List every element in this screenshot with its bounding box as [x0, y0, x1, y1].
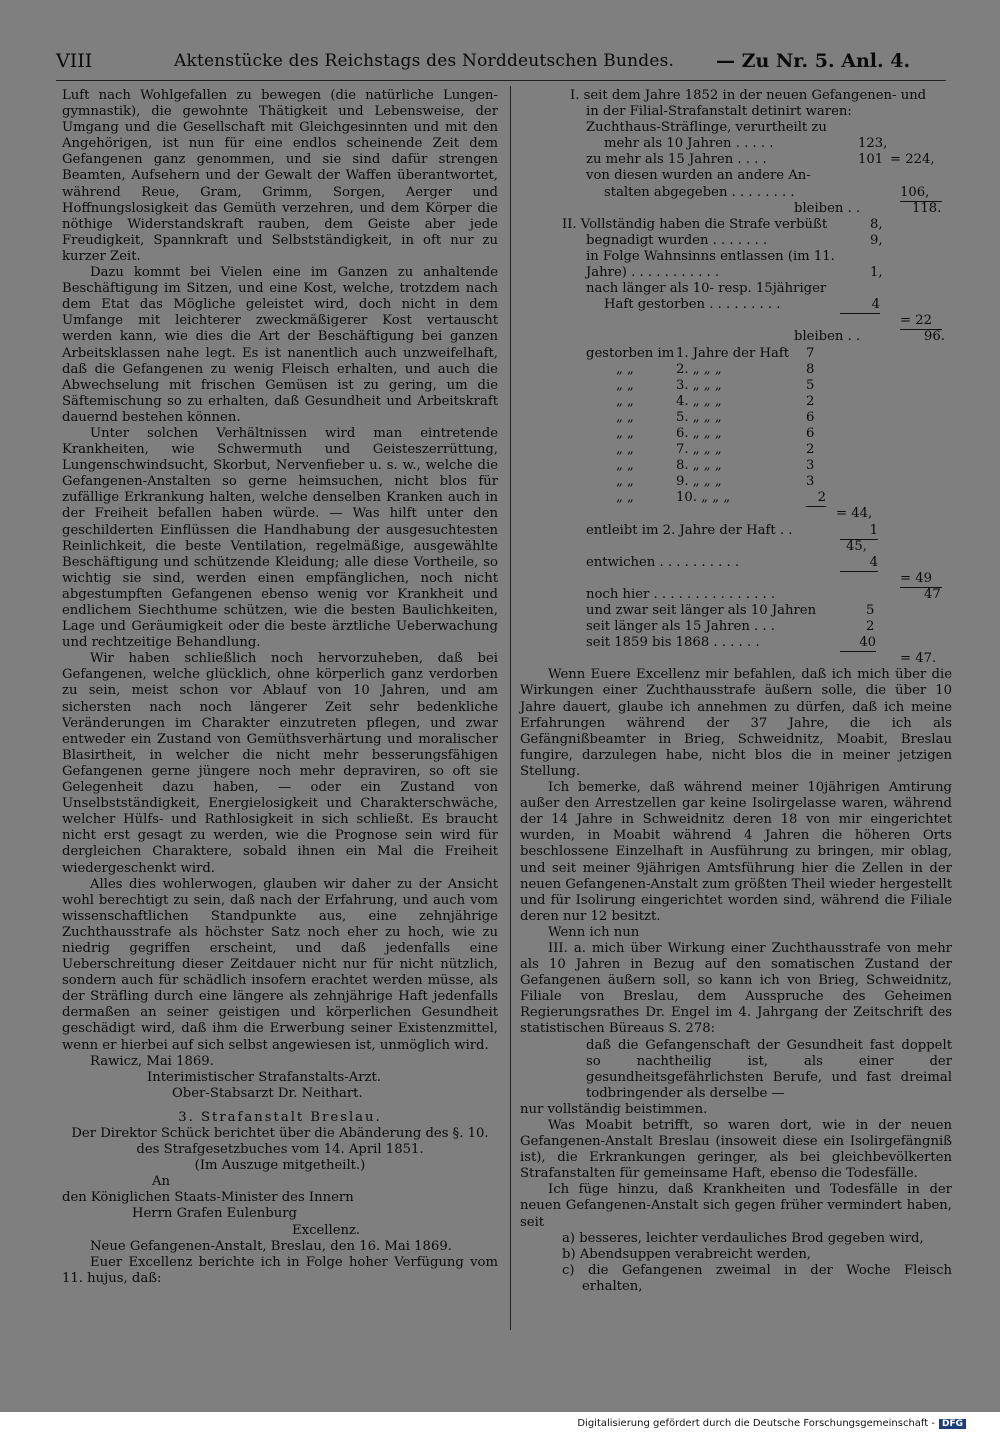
paragraph: Dazu kommt bei Vielen eine im Ganzen zu anhaltende Beschäftigung im Sitzen, und eine Kost, welche, trotzdem nach dem Etat das Mögliche geleistet wird, doch nicht in dem Umfange mit leichterer zweckmäßigerer Kost vertauscht werden kann, wie dies die Art der Beschäftigung bei ganzen Arbeitsklassen nahe legt. Es ist nanentlich auch unzweifelhaft, daß die Gefangenen zu wenig Fleisch erhalten, und auch die Abwechselung mit frischen Gemüsen ist zu gering, um die Säftemischung so zu erhalten, daß Gesundheit und Arbeitskraft dauernd bestehen können. [62, 265, 498, 425]
table-text: „ „ [616, 425, 634, 441]
table-row [520, 635, 952, 651]
list-item: a) besseres, leichter verdauliches Brod gegeben wird, [562, 1230, 924, 1246]
table-text: mehr als 10 Jahren . . . . . [604, 136, 774, 152]
died-table [520, 346, 952, 507]
table-text: gestorben im [586, 345, 675, 361]
table-text: stalten abgegeben . . . . . . . . [604, 184, 795, 200]
table-text: 6. „ „ „ [676, 425, 722, 441]
table-text: bleiben . . [794, 200, 861, 216]
quotation: daß die Gefangenschaft der Gesundheit fast doppelt so nachtheilig ist, als einer der gesundheitsgefährlichsten Berufe, und fast dreimal todbringender als derselbe — [586, 1037, 952, 1101]
table-text: „ „ [616, 361, 634, 377]
paragraph: Wenn ich nun [548, 924, 640, 940]
table-row [520, 346, 952, 362]
table-row [520, 571, 952, 587]
running-title: Aktenstücke des Reichstags des Norddeutschen Bundes. [174, 51, 675, 71]
place-date: Rawicz, Mai 1869. [90, 1053, 214, 1069]
table-text: 1. Jahre der Haft [676, 345, 790, 361]
table-row [520, 442, 952, 458]
table-value: 2 [866, 619, 875, 635]
dfg-logo: DFG [939, 1419, 966, 1429]
table-row [520, 394, 952, 410]
table-text: seit 1859 bis 1868 . . . . . . [586, 635, 760, 651]
table-value: 2 [806, 442, 815, 458]
paragraph: Wenn Euere Excellenz mir befahlen, daß ich mich über die Wirkungen einer Zuchthausstrafe äußern solle, die über 10 Jahre dauert, glaube ich annehmen zu dürfen, daß ich meine Erfahrungen während der 37 Jahre, die ich als Gefängnißbeamter in Brieg, Schweidnitz, Moabit, Breslau fungire, darzulegen habe, nicht blos die in meiner jetzigen Stellung. [520, 667, 952, 779]
table-row [520, 201, 952, 217]
table-row [520, 120, 952, 136]
table-value: 123, [858, 136, 888, 152]
address-line: den Königlichen Staats-Minister des Innern [62, 1190, 354, 1206]
table-text: noch hier . . . . . . . . . . . . . . . [586, 586, 776, 602]
table-row [520, 603, 952, 619]
table-row [520, 523, 952, 539]
table-value: 3 [806, 474, 815, 490]
table-text: 3. „ „ „ [676, 377, 722, 393]
table-text: „ „ [616, 490, 634, 506]
table-text: von diesen wurden an andere An- [586, 168, 811, 184]
table-text: entwichen . . . . . . . . . . [586, 554, 740, 570]
table-text: „ „ [616, 474, 634, 490]
table-text: 9. „ „ „ [676, 474, 722, 490]
right-column [520, 88, 952, 1295]
table-value: 47 [924, 586, 941, 602]
table-value: 6 [806, 425, 815, 441]
page-number: VIII [56, 50, 93, 72]
table-value: 8, [870, 216, 883, 232]
table-row [520, 619, 952, 635]
digitization-credit [577, 1418, 966, 1429]
table-text: „ „ [616, 442, 634, 458]
table-text: 4. „ „ „ [676, 393, 722, 409]
table-value: 1, [870, 265, 883, 281]
table-row [520, 506, 952, 522]
table-text: in Folge Wahnsinns entlassen (im 11. [586, 248, 835, 264]
paragraph: Ich füge hinzu, daß Krankheiten und Todesfälle in der neuen Gefangenen-Anstalt sich gegen früher vermindert haben, seit [520, 1182, 952, 1230]
section-summary: Der Direktor Schück berichtet über die Abänderung des §. 10. [71, 1126, 489, 1141]
paragraph: Alles dies wohlerwogen, glauben wir daher zu der Ansicht wohl berechtigt zu sein, daß nach der Erfahrung, und auch vom wissenschaftlichen Standpunkte aus, eine zehnjährige Zuchthausstrafe als höchster Satz noch eher zu hoch, wie zu niedrig gegriffen erscheint, und daß jedenfalls eine Ueberschreitung dieser Zeitdauer nicht nur für nicht nützlich, sondern auch für schädlich insofern erachtet werden müsse, als der Sträfling durch eine längere als zehnjährige Haft jedenfalls dermaßen an seiner geistigen und körperlichen Gesundheit geschädigt wird, daß ihm die Erwerbung seiner Existenzmittel, wenn er hierbei auf sich selbst angewiesen ist, unmöglich wird. [62, 876, 498, 1053]
table-value: 2 [806, 490, 826, 507]
signature-title: Interimistischer Strafanstalts-Arzt. [147, 1069, 381, 1085]
table-row [520, 458, 952, 474]
table-row [520, 168, 952, 184]
table-value: 5 [866, 603, 875, 618]
table-row [520, 249, 952, 265]
table-text: „ „ [616, 377, 634, 393]
table-text: „ „ [616, 393, 634, 409]
table-row [520, 88, 952, 104]
table-row [520, 297, 952, 313]
table-text: Jahre) . . . . . . . . . . . [586, 265, 720, 281]
table-text: begnadigt wurden . . . . . . . [586, 232, 768, 248]
table-value: 5 [806, 377, 815, 393]
table-row [520, 474, 952, 490]
table-row [520, 185, 952, 201]
table-value: 101 [858, 152, 884, 168]
table-row [520, 281, 952, 297]
table-value: 2 [806, 393, 815, 409]
table-text: 10. „ „ „ [676, 490, 731, 506]
table-row [520, 555, 952, 571]
left-column [62, 88, 498, 1287]
paragraph: Ich bemerke, daß während meiner 10jährigen Amtirung außer den Arrestzellen gar keine Isolirgelasse waren, während der 14 Jahre in Schweidnitz deren 18 von mir eingerichtet wurden, in Moabit während 4 Jahren die höheren Orts beschlossene Einzelhaft in Ausführung zu bringen, mir oblag, und seit meiner 9jährigen Amtsführung hier die Zellen in der neuen Gefangenen-Anstalt zum größten Theil wieder hergestellt und für Isolirung eingerichtet worden sind, während die Filiale deren nur 12 besitzt. [520, 780, 952, 924]
table-value: 40 [840, 635, 876, 652]
table-text: seit länger als 15 Jahren . . . [586, 619, 776, 635]
page-header [56, 46, 946, 76]
paragraph: nur vollständig beistimmen. [520, 1101, 708, 1117]
paragraph: III. a. mich über Wirkung einer Zuchthausstrafe von mehr als 10 Jahren in Bezug auf den somatischen Zustand der Gefangenen äußern soll, so kann ich von Brieg, Schweidnitz, Filiale von Breslau, dem Ausspruche des Geheimen Regierungsrathes Dr. Engel im 4. Jahrgang der Zeitschrift des statistischen Büreaus S. 278: [520, 940, 952, 1037]
table-value: 7 [806, 345, 815, 361]
credit-text: Digitalisierung gefördert durch die Deutsche Forschungsgemeinschaft - [577, 1418, 935, 1429]
letter-opening: Euer Excellenz berichte ich in Folge hoher Verfügung vom 11. hujus, daß: [62, 1254, 498, 1286]
address-line: An [152, 1174, 171, 1190]
table-row [520, 651, 952, 667]
list-item: c) die Gefangenen zweimal in der Woche Fleisch erhalten, [562, 1262, 952, 1294]
table-text: in der Filial-Strafanstalt detinirt waren: [586, 104, 852, 120]
header-rule [56, 80, 946, 81]
table-text: I. seit dem Jahre 1852 in der neuen Gefangenen- und [570, 88, 927, 103]
table-text: bleiben . . [794, 329, 861, 345]
table-total: = 22 [900, 313, 942, 330]
table-row [520, 329, 952, 345]
table-value: 4 [840, 555, 878, 572]
table-value: 8 [806, 361, 815, 377]
table-value: 118. [912, 200, 942, 216]
letter-place: Neue Gefangenen-Anstalt, Breslau, den 16. Mai 1869. [90, 1238, 452, 1254]
table-text: „ „ [616, 409, 634, 425]
table-row [520, 362, 952, 378]
table-value: 1 [840, 523, 878, 540]
document-reference: — Zu Nr. 5. Anl. 4. [716, 50, 911, 72]
table-row [520, 378, 952, 394]
signature-name: Ober-Stabsarzt Dr. Neithart. [172, 1085, 363, 1101]
address-line: Excellenz. [292, 1222, 361, 1238]
section-title: 3. Strafanstalt Breslau. [178, 1109, 382, 1125]
table-row [520, 152, 952, 168]
table-row [520, 104, 952, 120]
table-row [520, 313, 952, 329]
table-text: zu mehr als 15 Jahren . . . . [586, 152, 767, 168]
table-text: entleibt im 2. Jahre der Haft . . [586, 522, 793, 538]
table-value: 96. [924, 329, 945, 345]
table-value: 6 [806, 409, 815, 425]
table-row [520, 410, 952, 426]
table-total: = 224, [890, 152, 935, 168]
list-item: b) Abendsuppen verabreicht werden, [562, 1246, 812, 1262]
table-row [520, 265, 952, 281]
table-total: = 49 [900, 571, 942, 588]
table-value: 3 [806, 458, 815, 474]
table-value: 4 [840, 297, 880, 314]
table-total: = 47. [900, 651, 937, 667]
table-text: „ „ [616, 458, 634, 474]
table-row [520, 136, 952, 152]
table-row [520, 426, 952, 442]
table-row [520, 490, 952, 506]
table-text: Zuchthaus-Sträflinge, verurtheilt zu [586, 120, 827, 136]
table-value: 106, [900, 185, 942, 202]
table-text: II. Vollständig haben die Strafe verbüßt [562, 216, 828, 232]
table-row [520, 539, 952, 555]
table-text: 8. „ „ „ [676, 458, 722, 474]
table-total: = 44, [836, 506, 873, 522]
table-value: 9, [870, 232, 883, 248]
table-text: 7. „ „ „ [676, 442, 722, 458]
table-text: Haft gestorben . . . . . . . . . [604, 297, 781, 313]
paragraph: Wir haben schließlich noch hervorzuheben, daß bei Gefangenen, welche glücklich, ohne körperlich ganz verdorben zu sein, meist schon vor Ablauf von 10 Jahren, und am sichersten nach noch längerer Zeit sehr bedenkliche Veränderungen im Charakter einzutreten pflegen, und zwar entweder ein Zustand von Gemüthsverhärtung und moralischer Blasirtheit, in welcher die nicht mehr besserungsfähigen Gefangenen gerne jüngere noch mehr depraviren, so oft sie Gelegenheit dazu haben, — oder ein Zustand von Unselbstständigkeit, Energielosigkeit und Charakterschwäche, welcher Hülfs- und Rathlosigkeit in sich schließt. Es braucht nicht erst gesagt zu werden, wie die Prognose sein wird für dergleichen Charaktere, sobald ihnen ein Mal die Freiheit wiedergeschenkt wird. [62, 651, 498, 876]
table-row [520, 233, 952, 249]
table-total: 45, [846, 538, 867, 554]
table-text: und zwar seit länger als 10 Jahren [586, 603, 817, 618]
column-divider [510, 86, 511, 1330]
table-text: 5. „ „ „ [676, 409, 722, 425]
table-row [520, 587, 952, 603]
paragraph: Was Moabit betrifft, so waren dort, wie in der neuen Gefangenen-Anstalt Breslau (insoweit diese ein Isolirgefängniß ist), die Erkrankungen geringer, als bei gleichbevölkerten Strafanstalten für gemeinsame Haft, ebenso die Todesfälle. [520, 1118, 952, 1182]
address-line: Herrn Grafen Eulenburg [132, 1206, 297, 1222]
table-row [520, 217, 952, 233]
paragraph: Luft nach Wohlgefallen zu bewegen (die natürliche Lungen-gymnastik), die gewohnte Thätigkeit und Lebensweise, der Umgang und die Gesellschaft mit Gleichgesinnten und mit den Angehörigen, ist nun für eine endlos scheinende Zeit dem Gefangenen ganz genommen, und sie sind dafür strengen Beamten, Aufsehern und der Gewalt der Waffen überantwortet, während Reue, Gram, Grimm, Sorgen, Aerger und Hoffnungslosigkeit das Gemüth verzehren, und dem Körper die nöthige Widerstandskraft rauben, dem Geiste aber jede Freudigkeit, Spannkraft und Selbstständigkeit, in oft nur zu kurzer Zeit. [62, 88, 498, 264]
paragraph: Unter solchen Verhältnissen wird man eintretende Krankheiten, wie Schwermuth und Geisteszerrüttung, Lungenschwindsucht, Skorbut, Nervenfieber u. s. w., welche die Gefangenen-Anstalten so gerne heimsuchen, nicht blos für zufällige Erkrankung halten, welche denselben Kranken auch in der Freiheit befallen haben würde. — Was hilft unter den geschilderten Einflüssen die Handhabung der ausgesuchtesten Reinlichkeit, die beste Ventilation, regelmäßige, ausgewählte Beschäftigung und schützende Kleidung; alle diese Vortheile, so wichtig sie sind, werden einen empfänglichen, noch nicht abgestumpften Gefangenen ebenso wenig vor Krankheit und endlichem Siechthume schützen, wie die besten Baulichkeiten, Lage und Geräumigkeit oder die beste ärztliche Ueberwachung und rechtzeitige Behandlung. [62, 425, 498, 651]
section-summary: des Strafgesetzbuches vom 14. April 1851. [136, 1142, 424, 1158]
table-text: 2. „ „ „ [676, 361, 722, 377]
table-text: nach länger als 10- resp. 15jähriger [586, 281, 827, 297]
section-note: (Im Auszuge mitgetheilt.) [194, 1158, 366, 1174]
